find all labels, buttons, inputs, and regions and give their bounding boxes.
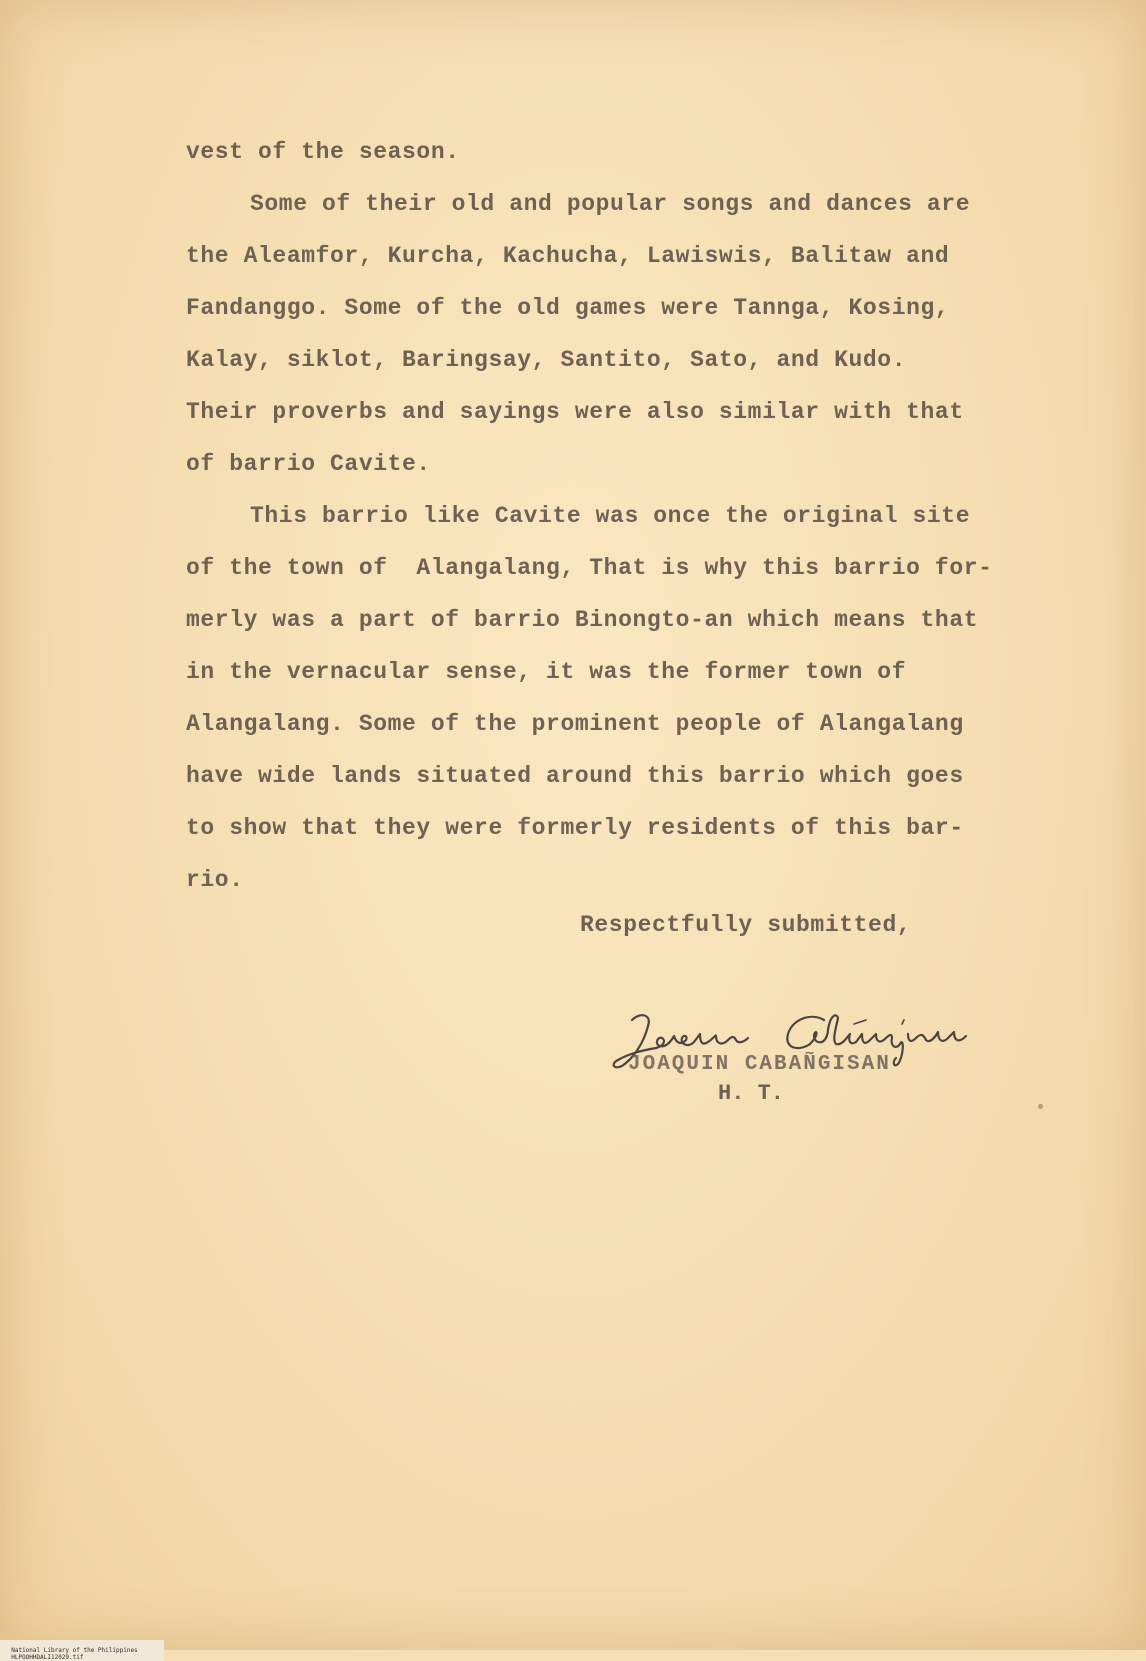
body-line: to show that they were formerly residents of this bar-	[186, 815, 964, 841]
typed-signatory-title: H. T.	[718, 1081, 785, 1106]
scan-footer	[0, 1640, 164, 1661]
body-line: rio.	[186, 867, 244, 893]
typed-signatory-name: JOAQUIN CABAÑGISAN	[628, 1053, 891, 1076]
body-line: of barrio Cavite.	[186, 451, 431, 477]
body-line: Some of their old and popular songs and dances are	[250, 191, 971, 217]
body-line: This barrio like Cavite was once the original site	[250, 503, 971, 529]
body-line: Kalay, siklot, Baringsay, Santito, Sato, and Kudo.	[186, 347, 907, 373]
closing-salutation: Respectfully submitted,	[580, 912, 912, 938]
body-line: Fandanggo. Some of the old games were Tannga, Kosing,	[186, 295, 950, 321]
body-line: of the town of Alangalang, That is why this barrio for-	[186, 555, 993, 581]
body-line: Alangalang. Some of the prominent people of Alangalang	[186, 711, 964, 737]
footer-file-id: HLPOOHHDALI12029.tif	[11, 1654, 84, 1661]
paper-speck	[1038, 1104, 1043, 1109]
body-line: have wide lands situated around this barrio which goes	[186, 763, 964, 789]
footer-source: National Library of the Philippines	[11, 1647, 138, 1654]
body-line: vest of the season.	[186, 139, 460, 165]
typed-body	[186, 126, 1066, 906]
body-line: in the vernacular sense, it was the former town of	[186, 659, 907, 685]
body-line: Their proverbs and sayings were also similar with that	[186, 399, 964, 425]
body-line: merly was a part of barrio Binongto-an which means that	[186, 607, 979, 633]
body-line: the Aleamfor, Kurcha, Kachucha, Lawiswis, Balitaw and	[186, 243, 950, 269]
